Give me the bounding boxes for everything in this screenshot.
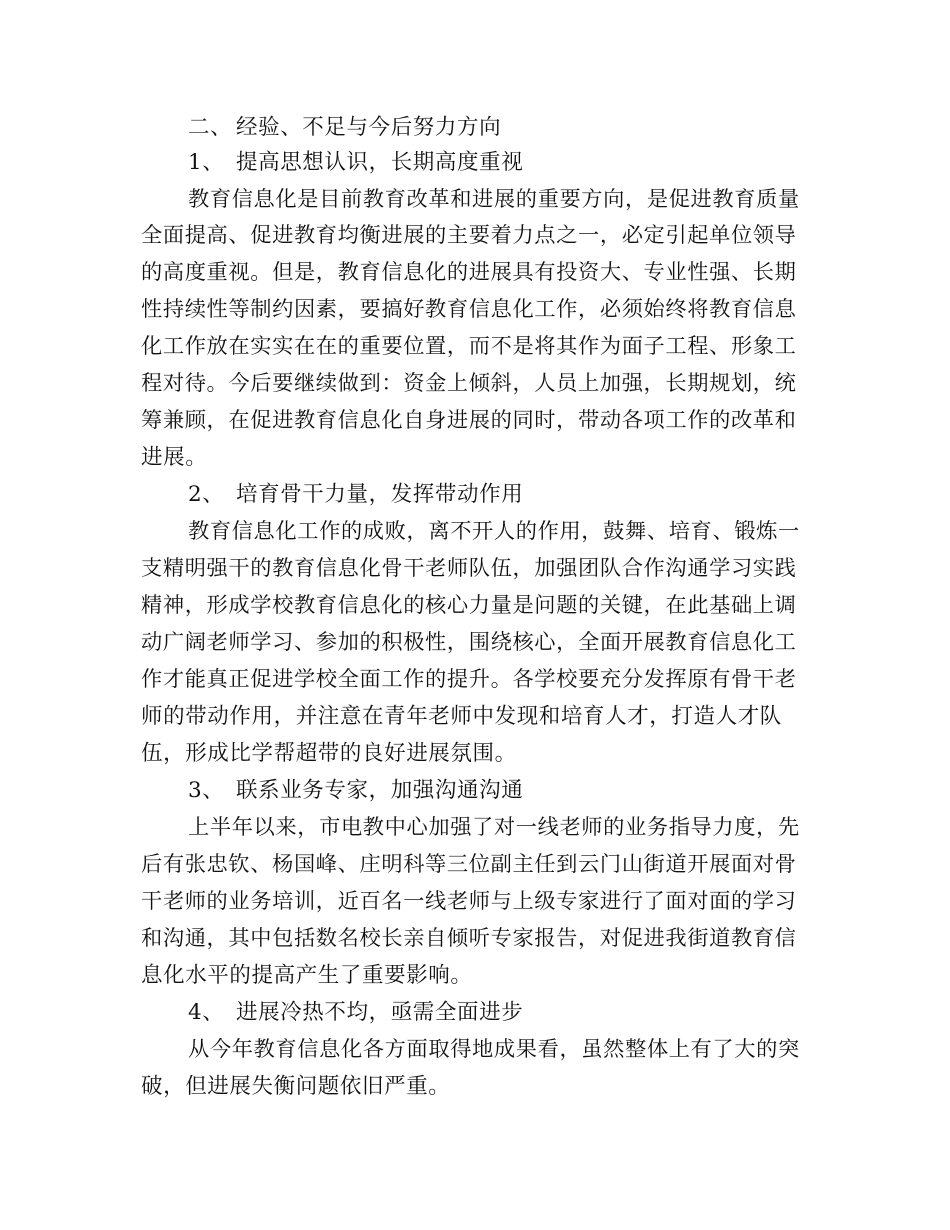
paragraph-line: 全面提高、促进教育均衡进展的主要着力点之一，必定引起单位领导 bbox=[141, 223, 797, 248]
paragraph-line: 化工作放在实实在在的重要位置，而不是将其作为面子工程、形象工 bbox=[141, 334, 797, 359]
item-number: 1、 bbox=[188, 150, 225, 175]
paragraph-line: 师的带动作用，并注意在青年老师中发现和培育人才，打造人才队 bbox=[141, 704, 782, 729]
paragraph-line: 和沟通，其中包括数名校长亲自倾听专家报告，对促进我街道教育信 bbox=[141, 926, 797, 951]
section-number: 二、 bbox=[188, 115, 233, 140]
item-title: 联系业务专家，加强沟通沟通 bbox=[236, 778, 524, 803]
paragraph-line: 教育信息化工作的成败，离不开人的作用，鼓舞、培育、锻炼一 bbox=[188, 519, 800, 544]
paragraph-line: 后有张忠钦、杨国峰、庄明科等三位副主任到云门山街道开展面对骨 bbox=[141, 852, 797, 877]
paragraph-line: 上半年以来，市电教中心加强了对一线老师的业务指导力度，先 bbox=[188, 815, 800, 840]
paragraph-line: 作才能真正促进学校全面工作的提升。各学校要充分发挥原有骨干老 bbox=[141, 667, 797, 692]
paragraph-line: 息化水平的提高产生了重要影响。 bbox=[141, 963, 473, 988]
item-number: 2、 bbox=[188, 482, 225, 507]
paragraph-line: 动广阔老师学习、参加的积极性，围绕核心，全面开展教育信息化工 bbox=[141, 630, 797, 655]
item-number: 4、 bbox=[188, 1000, 225, 1025]
section-heading bbox=[188, 111, 801, 145]
paragraph-line: 程对待。今后要继续做到：资金上倾斜，人员上加强，长期规划，统 bbox=[141, 371, 797, 396]
item-title: 进展冷热不均，亟需全面进步 bbox=[236, 1000, 524, 1025]
paragraph-line: 进展。 bbox=[141, 445, 208, 470]
paragraph-line: 教育信息化是目前教育改革和进展的重要方向，是促进教育质量 bbox=[188, 187, 800, 212]
item-number: 3、 bbox=[188, 778, 225, 803]
item-heading bbox=[188, 146, 801, 180]
paragraph-line: 伍，形成比学帮超带的良好进展氛围。 bbox=[141, 741, 517, 766]
paragraph-line: 的高度重视。但是，教育信息化的进展具有投资大、专业性强、长期 bbox=[141, 260, 797, 285]
paragraph-line: 干老师的业务培训，近百名一线老师与上级专家进行了面对面的学习 bbox=[141, 889, 797, 914]
paragraph-line: 性持续性等制约因素，要搞好教育信息化工作，必须始终将教育信息 bbox=[141, 297, 797, 322]
paragraph-line: 筹兼顾，在促进教育信息化自身进展的同时，带动各项工作的改革和 bbox=[141, 408, 797, 433]
item-heading bbox=[188, 774, 801, 808]
item-title: 培育骨干力量，发挥带动作用 bbox=[236, 482, 524, 507]
section-title: 经验、不足与今后努力方向 bbox=[236, 115, 502, 140]
paragraph-line: 精神，形成学校教育信息化的核心力量是问题的关键，在此基础上调 bbox=[141, 593, 797, 618]
paragraph-line: 破，但进展失衡问题依旧严重。 bbox=[141, 1074, 451, 1099]
paragraph-line: 从今年教育信息化各方面取得地成果看，虽然整体上有了大的突 bbox=[188, 1037, 800, 1062]
paragraph-line: 支精明强干的教育信息化骨干老师队伍，加强团队合作沟通学习实践 bbox=[141, 556, 797, 581]
item-heading bbox=[188, 478, 801, 512]
item-heading bbox=[188, 996, 801, 1030]
item-title: 提高思想认识，长期高度重视 bbox=[236, 150, 524, 175]
